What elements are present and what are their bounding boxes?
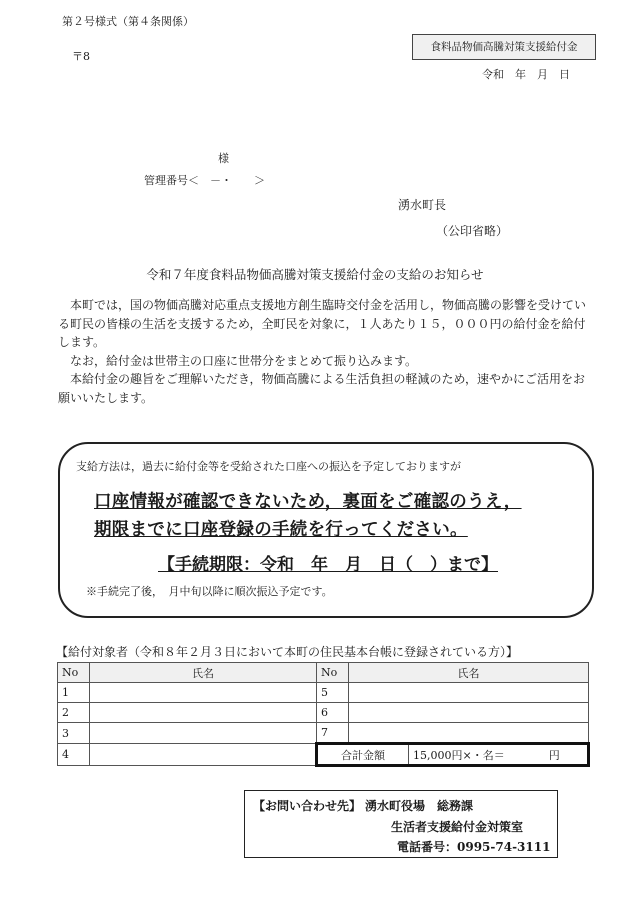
contact-box (244, 790, 558, 858)
name-cell[interactable] (349, 683, 589, 703)
total-amount-label: 合計金額 (317, 744, 409, 766)
body-paragraph-2: なお，給付金は世帯主の口座に世帯分をまとめて振り込みます。 (70, 353, 418, 368)
table-row (58, 723, 589, 744)
contact-section: 生活者支援給付金対策室 (391, 820, 524, 834)
management-number: 管理番号＜ －・ ＞ (144, 174, 265, 187)
name-cell[interactable] (349, 703, 589, 723)
name-cell[interactable] (349, 723, 589, 744)
column-header-no: No (58, 663, 90, 683)
column-header-name: 氏名 (349, 663, 589, 683)
body-paragraph-1: 本町では，国の物価高騰対応重点支援地方創生臨時交付金を活用し，物価高騰の影響を受けている町民の皆様の生活を支援するため，全町民を対象に，１人あたり１５，０００円の給付金を給付します。 (58, 298, 587, 350)
seal-note: （公印省略） (436, 224, 509, 238)
addressee-honorific: 様 (218, 152, 229, 165)
column-header-no: No (317, 663, 349, 683)
row-number: 6 (317, 703, 349, 723)
form-number: 第２号様式（第４条関係） (62, 15, 194, 28)
issue-date: 令和 年 月 日 (482, 68, 570, 81)
contact-label: 【お問い合わせ先】 (253, 799, 362, 813)
notice-intro: 支給方法は，過去に給付金等を受給された口座への振込を予定しておりますが (76, 460, 461, 473)
contact-phone: 電話番号：0995-74-3111 (397, 840, 551, 854)
document-title-box: 食料品物価高騰対策支援給付金 (412, 34, 596, 60)
name-cell[interactable] (90, 723, 317, 744)
recipients-table (57, 662, 590, 767)
name-cell[interactable] (90, 744, 317, 766)
row-number: 4 (58, 744, 90, 766)
table-row (58, 703, 589, 723)
column-header-name: 氏名 (90, 663, 317, 683)
body-paragraph-3: 本給付金の趣旨をご理解いただき，物価高騰による生活負担の軽減のため，速やかにご活用をお願いいたします。 (58, 372, 586, 405)
row-number: 1 (58, 683, 90, 703)
body-text (58, 296, 588, 408)
notice-emphasis-line-1: 口座情報が確認できないため，裏面をご確認のうえ， (94, 492, 522, 512)
row-number: 2 (58, 703, 90, 723)
recipients-title: 【給付対象者（令和８年２月３日において本町の住民基本台帳に登録されている方）】 (56, 645, 519, 659)
table-row (58, 683, 589, 703)
row-number: 5 (317, 683, 349, 703)
sender-name: 湧水町長 (398, 198, 447, 212)
notice-heading: 令和７年度食料品物価高騰対策支援給付金の支給のお知らせ (146, 267, 484, 282)
payment-notice-box (58, 442, 594, 618)
procedure-deadline: 【手続期限：令和 年 月 日（ ）まで】 (158, 555, 498, 575)
transfer-schedule-note: ※手続完了後， 月中旬以降に順次振込予定です。 (86, 585, 333, 598)
notice-emphasis-line-2: 期限までに口座登録の手続を行ってください。 (94, 520, 468, 540)
row-number: 3 (58, 723, 90, 744)
total-amount-value: 15,000円×・名＝ 円 (409, 744, 589, 766)
contact-office: 湧水町役場 総務課 (365, 799, 474, 813)
row-number: 7 (317, 723, 349, 744)
table-header-row (58, 663, 589, 683)
table-row (58, 744, 589, 766)
name-cell[interactable] (90, 683, 317, 703)
name-cell[interactable] (90, 703, 317, 723)
postal-mark: 〒8 (72, 50, 90, 63)
